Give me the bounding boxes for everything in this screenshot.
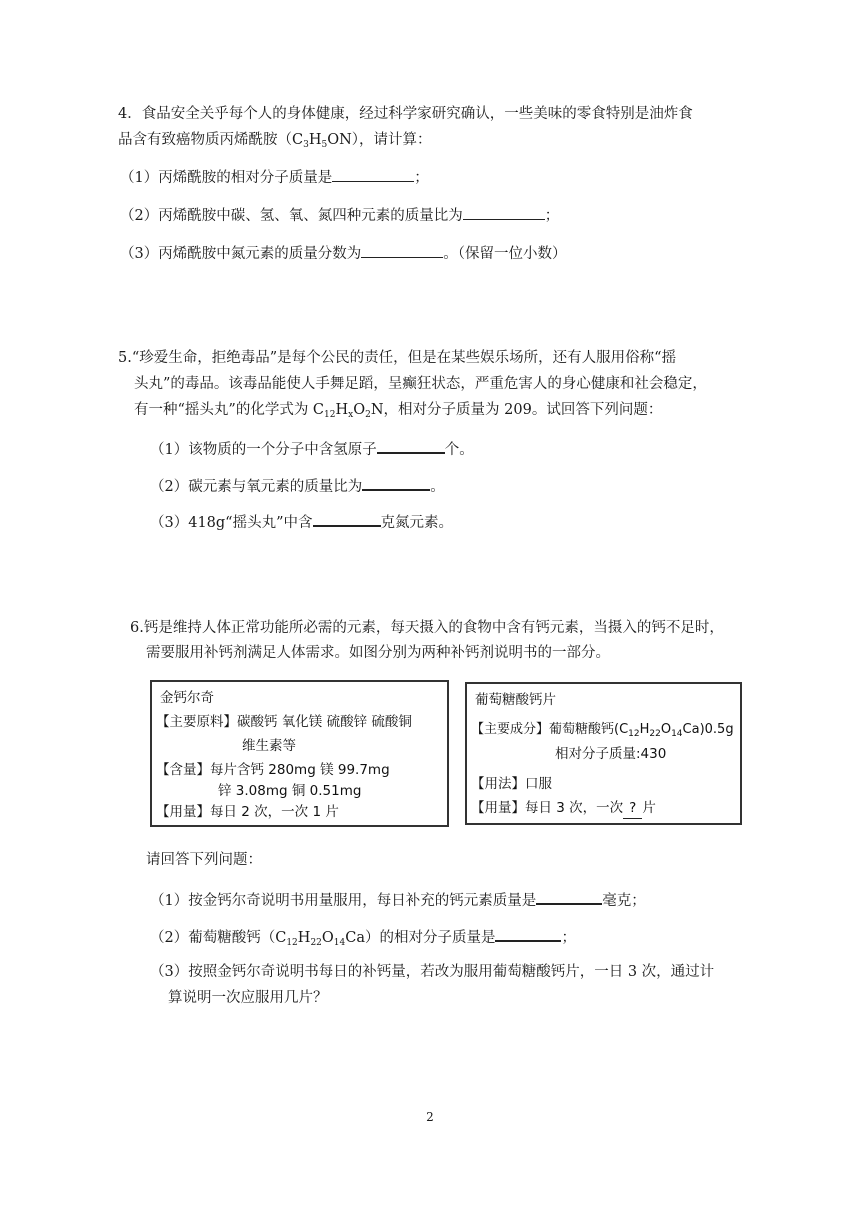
q5-stem-line1: 5.“珍爱生命，拒绝毒品”是每个公民的责任，但是在某些娱乐场所，还有人服用俗称“摇 (118, 350, 677, 366)
box-usage: 【用法】口服 (471, 776, 552, 792)
q4-part1: （1）丙烯酰胺的相对分子质量是 ； (120, 165, 429, 188)
unknown-quantity: ? (623, 798, 642, 819)
answer-blank[interactable] (495, 924, 561, 942)
q4-stem-line1: 4．食品安全关乎每个人的身体健康，经过科学家研究确认，一些美味的零食特别是油炸食 (118, 106, 693, 122)
answer-blank[interactable] (332, 165, 414, 182)
q5-part1: （1）该物质的一个分子中含氢原子 个。 (150, 436, 474, 460)
box-title: 金钙尔奇 (160, 690, 214, 706)
box-content: 【含量】每片含钙 280mg 镁 99.7mg (156, 762, 390, 778)
box-title: 葡萄糖酸钙片 (475, 692, 556, 708)
q6-part1: （1）按金钙尔奇说明书用量服用，每日补充的钙元素质量是 毫克； (150, 887, 646, 911)
q6-part2: （2）葡萄糖酸钙$(C_{12}H_{22}O_{14}Ca)$的相对分子质量是 ； (150, 924, 576, 953)
box-ingredients: 【主要原料】碳酸钙 氧化镁 硫酸锌 硫酸铜 (156, 714, 412, 730)
box-ingredients-cont: 维生素等 (242, 738, 296, 754)
q6-part3-line1: （3）按照金钙尔奇说明书每日的补钙量，若改为服用葡萄糖酸钙片，一日 3 次，通过计 (150, 964, 715, 980)
box-dosage: 【用量】每日 2 次，一次 1 片 (156, 804, 339, 820)
q5-part3: （3）418g“摇头丸”中含 克氮元素。 (150, 509, 453, 533)
q6-ask: 请回答下列问题： (146, 852, 262, 868)
page-number: 2 (426, 1110, 434, 1124)
q4-stem-line2: 品含有致癌物质丙烯酰胺$(C_3H_5ON)$，请计算： (118, 132, 432, 150)
q5-part2: （2）碳元素与氧元素的质量比为 。 (150, 473, 445, 497)
q5-stem-line3: 有一种“摇头丸”的化学式为 $C_{12}H_xO_2N$，相对分子质量为 209。试回答下列问题： (134, 402, 663, 420)
answer-blank[interactable] (463, 203, 545, 220)
q6-stem-line2: 需要服用补钙剂满足人体需求。如图分别为两种补钙剂说明书的一部分。 (146, 645, 610, 661)
answer-blank[interactable] (361, 241, 443, 258)
answer-blank[interactable] (362, 473, 430, 491)
q4-part3: （3）丙烯酰胺中氮元素的质量分数为 。（保留一位小数） (120, 241, 566, 264)
supplement-label-jingaierqi (150, 680, 449, 827)
box-content-cont: 锌 3.08mg 铜 0.51mg (218, 783, 362, 799)
answer-blank[interactable] (536, 887, 602, 905)
answer-blank[interactable] (313, 509, 381, 527)
supplement-label-calcium-gluconate (465, 682, 742, 825)
q6-stem-line1: 6.钙是维持人体正常功能所必需的元素，每天摄入的食物中含有钙元素，当摄入的钙不足时， (130, 620, 724, 636)
box-molar-mass: 相对分子质量:430 (555, 746, 667, 762)
q6-part3-line2: 算说明一次应服用几片？ (168, 990, 328, 1006)
q5-stem-line2: 头丸”的毒品。该毒品能使人手舞足蹈，呈癫狂状态，严重危害人的身心健康和社会稳定， (134, 376, 707, 392)
answer-blank[interactable] (377, 436, 445, 454)
q4-part2: （2）丙烯酰胺中碳、氢、氧、氮四种元素的质量比为 ； (120, 203, 559, 226)
box-dosage: 【用量】每日 3 次，一次 ? 片 (471, 798, 656, 819)
box-main-ingredient: 【主要成分】葡萄糖酸钙$(C_{12}H_{22}O_{14}Ca)0.5g$ (471, 722, 734, 739)
